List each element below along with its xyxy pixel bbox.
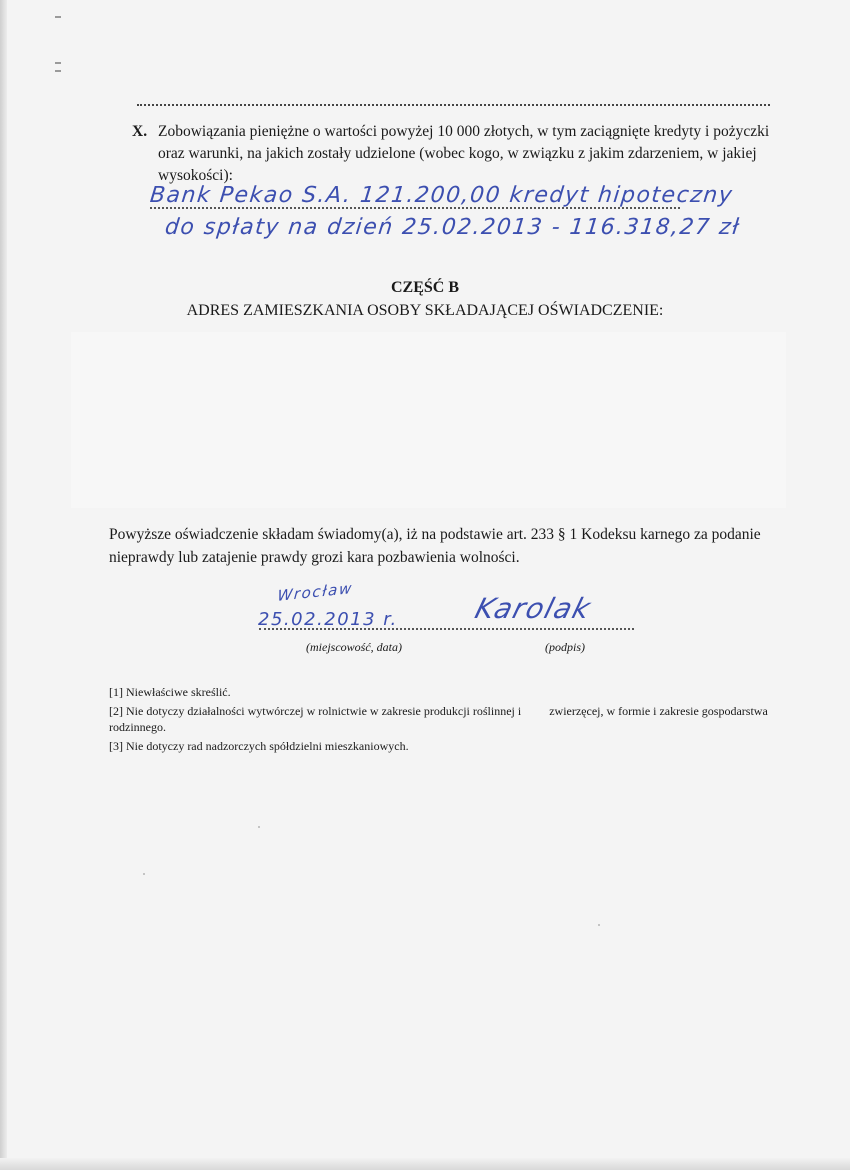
footnote-text: Nie dotyczy działalności wytwórczej w rolnictwie w zakresie produkcji roślinnej i	[126, 704, 522, 718]
page-bottom-edge	[0, 1158, 850, 1170]
footnote-text-continued: zwierzęcej, w formie i zakresie gospodarstwa rodzinnego.	[109, 704, 768, 734]
part-b-title: CZĘŚĆ B	[390, 279, 460, 296]
handwritten-signature: Karolak	[471, 592, 596, 625]
footnote	[109, 703, 799, 735]
signature-dotted-line	[259, 628, 634, 630]
footnote-marker: [2]	[109, 704, 123, 718]
page-left-edge	[0, 0, 7, 1170]
section-x	[132, 121, 782, 187]
handwritten-liability-line1: Bank Pekao S.A. 121.200,00 kredyt hipoteczny	[148, 183, 735, 208]
scan-mark	[55, 16, 61, 18]
section-x-number: X.	[132, 123, 148, 140]
footnotes	[109, 684, 799, 757]
footnote	[109, 684, 799, 700]
footnote-text: Nie dotyczy rad nadzorczych spółdzielni mieszkaniowych.	[126, 739, 409, 753]
footnote-marker: [1]	[109, 685, 123, 699]
redacted-address-area	[71, 332, 786, 508]
part-b-subtitle: ADRES ZAMIESZKANIA OSOBY SKŁADAJĄCEJ OŚWIADCZENIE:	[186, 302, 664, 319]
signature-caption: (podpis)	[545, 640, 585, 654]
scan-mark	[55, 70, 61, 72]
footnote-marker: [3]	[109, 739, 123, 753]
handwritten-liability-line2: do spłaty na dzień 25.02.2013 - 116.318,27 zł	[163, 215, 742, 240]
declaration-text: Powyższe oświadczenie składam świadomy(a), iż na podstawie art. 233 § 1 Kodeksu karnego za podanie nieprawdy lub zatajenie prawdy grozi kara pozbawienia wolności.	[109, 526, 761, 566]
section-x-text: Zobowiązania pieniężne o wartości powyżej 10 000 złotych, w tym zaciągnięte kredyty i pożyczki oraz warunki, na jakich zostały udzielone (wobec kogo, w związku z jakim zdarzeniem, w jakiej wysokości):	[158, 123, 770, 184]
scan-speck	[143, 873, 145, 875]
footnote-text: Niewłaściwe skreślić.	[126, 685, 231, 699]
place-date-caption: (miejscowość, data)	[306, 640, 402, 654]
footnote	[109, 738, 799, 754]
handwritten-date: 25.02.2013 r.	[258, 609, 398, 630]
dotted-separator	[137, 104, 770, 106]
scan-speck	[598, 924, 600, 926]
handwritten-place: Wrocław	[276, 579, 354, 605]
scan-speck	[258, 826, 260, 828]
handwritten-dotted-line	[150, 207, 680, 209]
scan-mark	[55, 62, 61, 64]
